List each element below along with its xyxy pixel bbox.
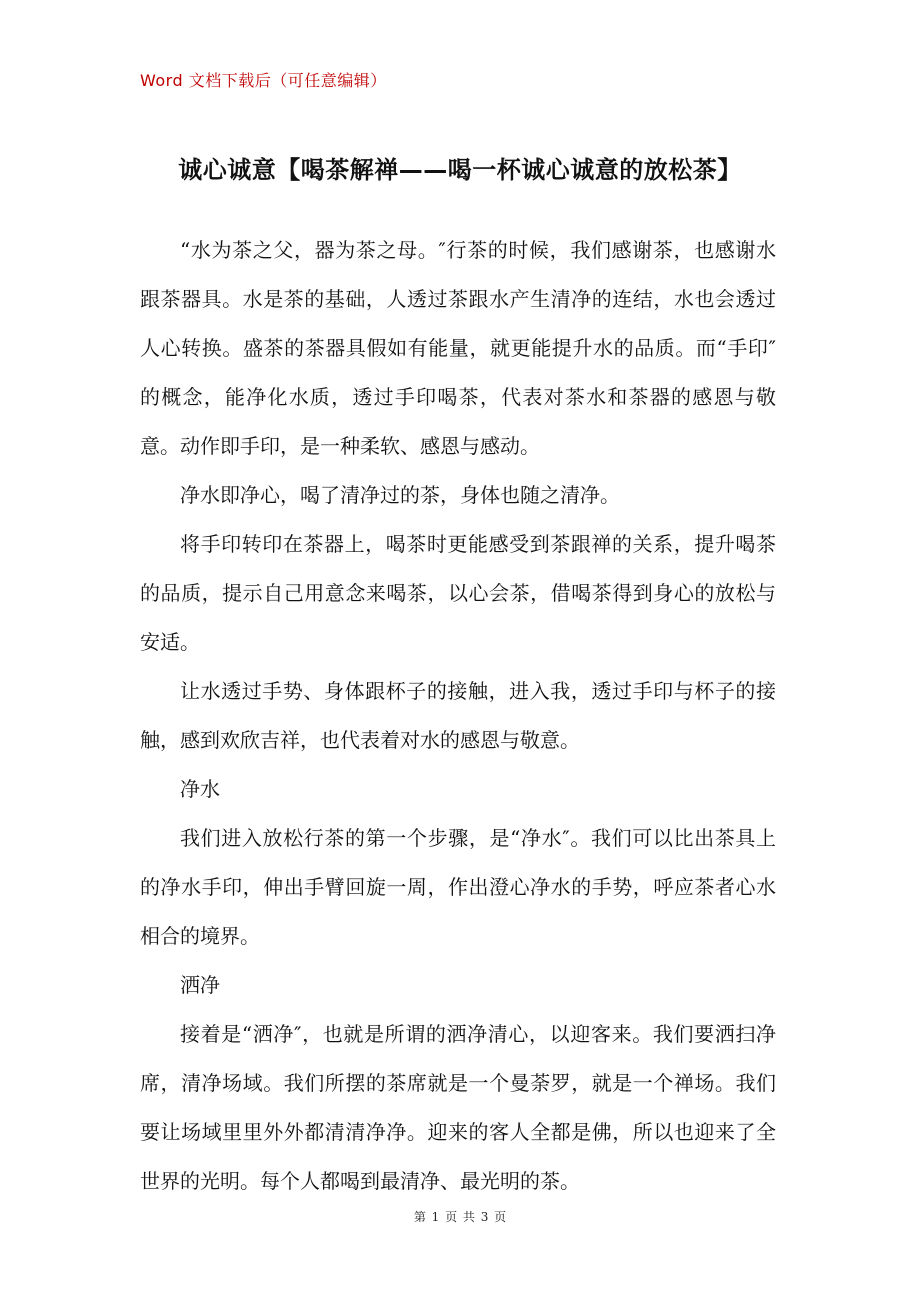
paragraph: 将手印转印在茶器上，喝茶时更能感受到茶跟禅的关系，提升喝茶的品质，提示自己用意念来喝茶，以心会茶，借喝茶得到身心的放松与安适。 bbox=[140, 532, 776, 654]
paragraph: 我们进入放松行茶的第一个步骤，是“净水″。我们可以比出茶具上的净水手印，伸出手臂回旋一周，作出澄心净水的手势，呼应茶者心水相合的境界。 bbox=[140, 826, 776, 948]
paragraph: “水为茶之父，器为茶之母。″行茶的时候，我们感谢茶，也感谢水跟茶器具。水是茶的基础，人透过茶跟水产生清净的连结，水也会透过人心转换。盛茶的茶器具假如有能量，就更能提升水的品质。而“手印″的概念，能净化水质，透过手印喝茶，代表对茶水和茶器的感恩与敬意。动作即手印，是一种柔软、感恩与感动。 bbox=[140, 238, 776, 458]
document-body bbox=[140, 226, 776, 1206]
section-heading: 洒净 bbox=[180, 973, 220, 997]
paragraph: 净水即净心，喝了清净过的茶，身体也随之清净。 bbox=[180, 483, 620, 507]
download-note: Word 文档下载后（可任意编辑） bbox=[140, 71, 387, 90]
page-number: 第 1 页 共 3 页 bbox=[413, 1210, 507, 1224]
document-title: 诚心诚意【喝茶解禅——喝一杯诚心诚意的放松茶】 bbox=[178, 156, 742, 184]
section-heading: 净水 bbox=[180, 777, 220, 801]
paragraph: 让水透过手势、身体跟杯子的接触，进入我，透过手印与杯子的接触，感到欢欣吉祥，也代表着对水的感恩与敬意。 bbox=[140, 679, 776, 752]
paragraph: 接着是“洒净″，也就是所谓的洒净清心，以迎客来。我们要洒扫净席，清净场域。我们所摆的茶席就是一个曼荼罗，就是一个禅场。我们要让场域里里外外都清清净净。迎来的客人全都是佛，所以也迎来了全世界的光明。每个人都喝到最清净、最光明的茶。 bbox=[140, 1022, 776, 1193]
